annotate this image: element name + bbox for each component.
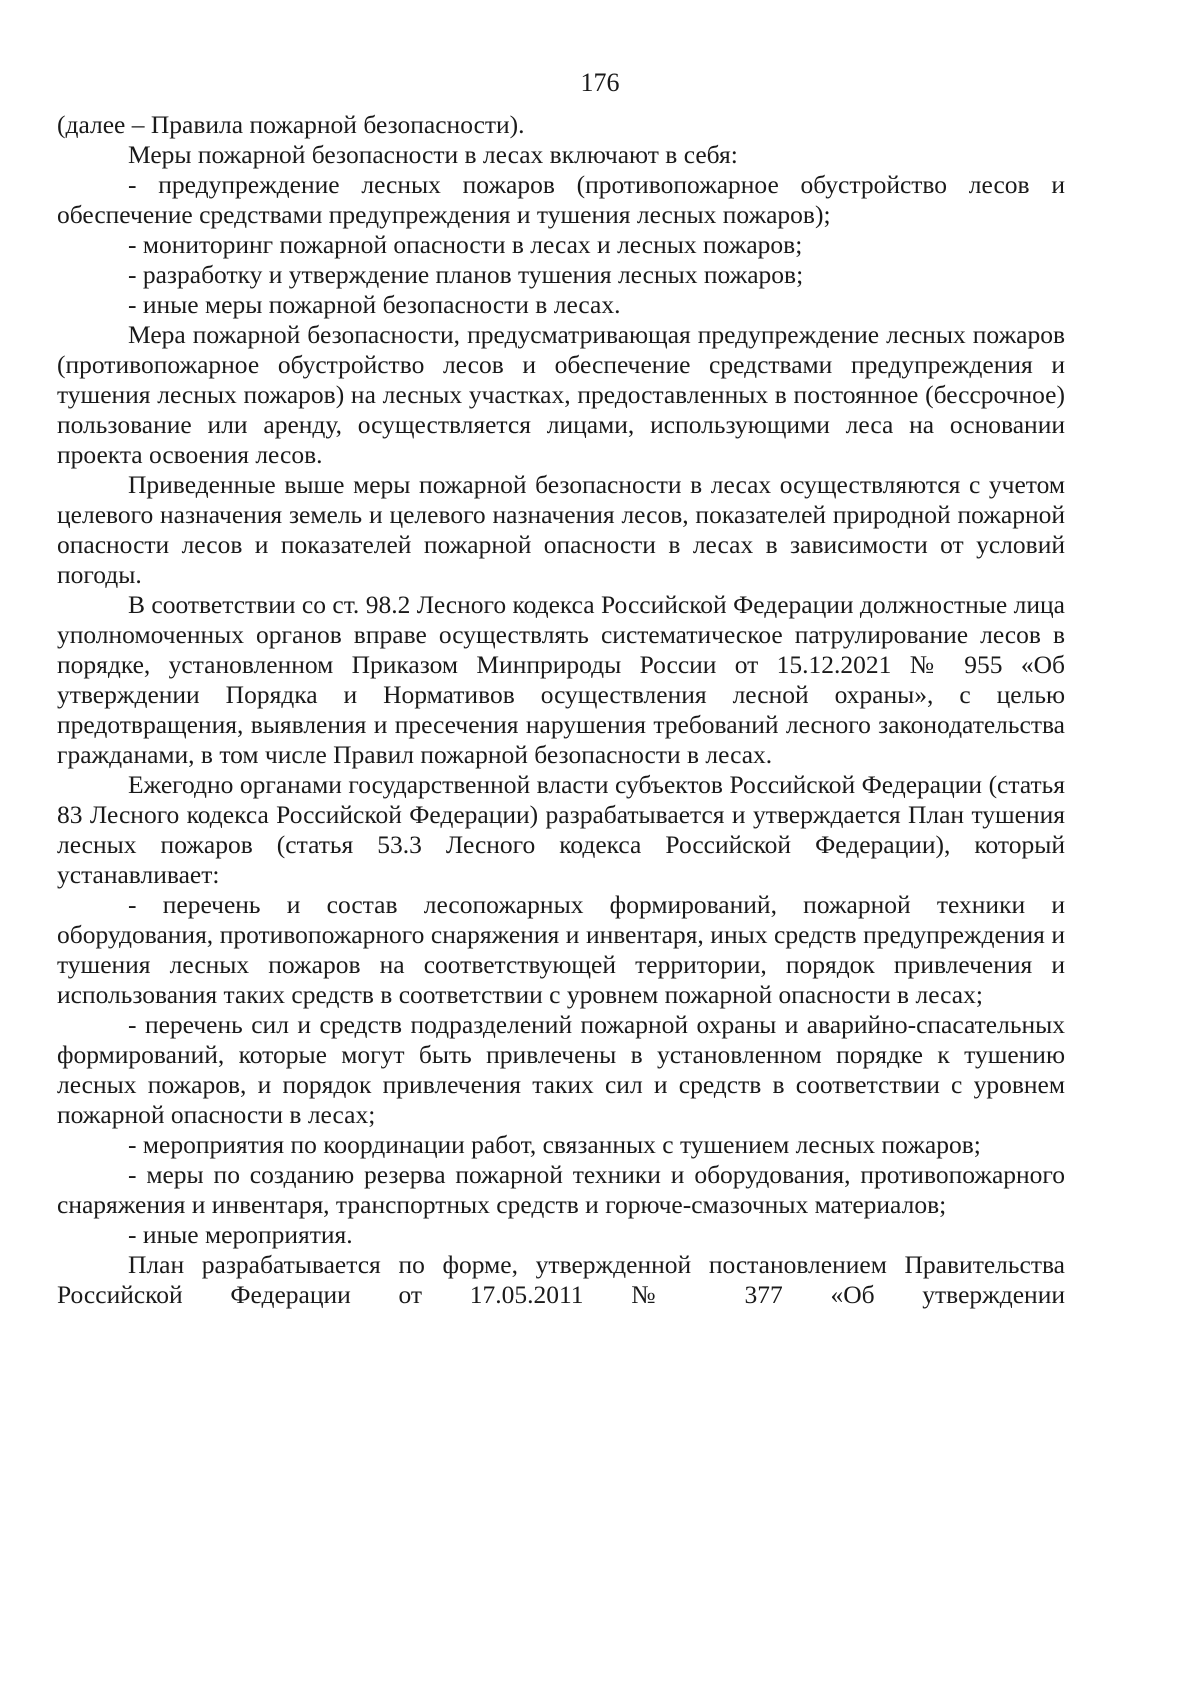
paragraph: Приведенные выше меры пожарной безопасности в лесах осуществляются с учетом целевого назначения земель и целевого назначения лесов, показателей природной пожарной опасности лесов и показателей пожарной опасности в лесах в зависимости от условий погоды. [57,470,1065,589]
list-item: - разработку и утверждение планов тушения лесных пожаров; [128,260,804,289]
paragraph: Меры пожарной безопасности в лесах включают в себя: [128,140,738,169]
paragraph: План разрабатывается по форме, утвержденной постановлением Правительства Российской Федерации от 17.05.2011 № 377 «Об утверждении [57,1250,1065,1309]
paragraph: В соответствии со ст. 98.2 Лесного кодекса Российской Федерации должностные лица уполномоченных органов вправе осуществлять систематическое патрулирование лесов в порядке, установленном Приказом Минприроды России от 15.12.2021 № 955 «Об утверждении Порядка и Нормативов осуществления лесной охраны», с целью предотвращения, выявления и пресечения нарушения требований лесного законодательства гражданами, в том числе Правил пожарной безопасности в лесах. [57,590,1065,769]
list-item: - перечень и состав лесопожарных формирований, пожарной техники и оборудования, противопожарного снаряжения и инвентаря, иных средств предупреждения и тушения лесных пожаров на соответствующей территории, порядок привлечения и использования таких средств в соответствии с уровнем пожарной опасности в лесах; [57,890,1065,1009]
page-number: 176 [580,68,620,97]
paragraph: Ежегодно органами государственной власти субъектов Российской Федерации (статья 83 Лесного кодекса Российской Федерации) разрабатывается и утверждается План тушения лесных пожаров (статья 53.3 Лесного кодекса Российской Федерации), который устанавливает: [57,770,1065,889]
list-item: - иные меры пожарной безопасности в лесах. [128,290,621,319]
list-item: - предупреждение лесных пожаров (противопожарное обустройство лесов и обеспечение средствами предупреждения и тушения лесных пожаров); [57,170,1065,229]
list-item: - мониторинг пожарной опасности в лесах и лесных пожаров; [128,230,803,259]
paragraph: (далее – Правила пожарной безопасности). [57,110,525,139]
list-item: - меры по созданию резерва пожарной техники и оборудования, противопожарного снаряжения и инвентаря, транспортных средств и горюче-смазочных материалов; [57,1160,1065,1219]
list-item: - перечень сил и средств подразделений пожарной охраны и аварийно-спасательных формирований, которые могут быть привлечены в установленном порядке к тушению лесных пожаров, и порядок привлечения таких сил и средств в соответствии с уровнем пожарной опасности в лесах; [57,1010,1065,1129]
list-item: - мероприятия по координации работ, связанных с тушением лесных пожаров; [128,1130,981,1159]
list-item: - иные мероприятия. [128,1220,353,1249]
paragraph: Мера пожарной безопасности, предусматривающая предупреждение лесных пожаров (противопожарное обустройство лесов и обеспечение средствами предупреждения и тушения лесных пожаров) на лесных участках, предоставленных в постоянное (бессрочное) пользование или аренду, осуществляется лицами, использующими леса на основании проекта освоения лесов. [57,320,1065,469]
document-body [57,110,1065,1310]
